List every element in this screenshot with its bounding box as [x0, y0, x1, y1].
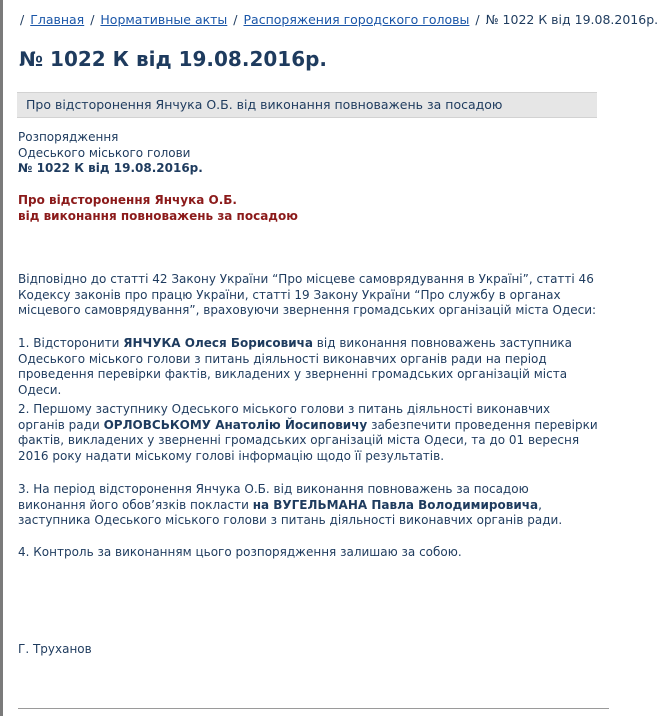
document-heading-line1: Про відсторонення Янчука О.Б.	[18, 193, 237, 207]
item-2-text: забезпечити проведення перевірки фактів, викладених у зверненні громадських організацій міста Одеси, та до 01 вересня 2016 року надати міському голові інформацію щодо її результатів.	[18, 417, 598, 463]
item-3-text: 3. На період відсторонення Янчука О.Б. від виконання повноважень за посадою виконання його обов’язків покласти	[18, 482, 529, 512]
breadcrumb-link-normative-acts[interactable]: Нормативные акты	[100, 12, 228, 27]
breadcrumb-separator: /	[90, 12, 95, 27]
subject-bar	[17, 92, 597, 118]
left-border	[0, 0, 3, 716]
breadcrumb-link-mayor-orders[interactable]: Распоряжения городского головы	[243, 12, 470, 27]
bottom-divider	[18, 708, 609, 709]
item-1-name: ЯНЧУКА Олеся Борисовича	[123, 336, 313, 350]
item-1-text: від виконання повноважень заступника Одеського міського голови з питань діяльності виконавчих органів ради на період проведення перевірки фактів, викладених у зверненні громадських організацій міста Одеси.	[18, 336, 573, 397]
document-type-block	[18, 130, 600, 177]
document-number: № 1022 К від 19.08.2016р.	[18, 161, 203, 176]
item-2-text: 2. Першому заступнику Одеського міського голови з питань діяльності виконавчих органів ради	[18, 402, 551, 432]
signature: Г. Труханов	[18, 642, 92, 656]
breadcrumb-separator: /	[475, 12, 480, 27]
item-1-text: 1. Відсторонити	[18, 336, 124, 350]
item-3-paragraph	[18, 482, 600, 529]
breadcrumb-link-home[interactable]: Главная	[30, 12, 85, 27]
breadcrumb-current: № 1022 К від 19.08.2016р.	[485, 12, 658, 27]
document-heading	[18, 193, 600, 224]
item-3-name: на ВУГЕЛЬМАНА Павла Володимировича	[252, 497, 539, 512]
page-title: № 1022 К від 19.08.2016р.	[19, 47, 328, 71]
breadcrumb	[18, 12, 658, 27]
item-1-paragraph	[18, 336, 600, 398]
item-4-paragraph: 4. Контроль за виконанням цього розпорядження залишаю за собою.	[18, 545, 462, 559]
document-type: Розпорядження	[18, 130, 119, 144]
item-2-paragraph	[18, 402, 600, 464]
subject-text: Про відсторонення Янчука О.Б. від виконання повноважень за посадою	[26, 97, 503, 112]
preamble-paragraph: Відповідно до статті 42 Закону України “Про місцеве самоврядування в Україні”, статті 46 Кодексу законів про працю України, статті 19 Закону України “Про службу в органах місцевого самоврядування”, враховуючи звернення громадських організацій міста Одеси:	[18, 272, 597, 317]
breadcrumb-separator: /	[233, 12, 238, 27]
document-heading-line2: від виконання повноважень за посадою	[18, 208, 298, 223]
document-issuer: Одеського міського голови	[18, 145, 191, 160]
breadcrumb-separator: /	[20, 12, 25, 27]
item-3-text: , заступника Одеського міського голови з питань діяльності виконавчих органів ради.	[18, 497, 563, 527]
item-2-name: ОРЛОВСЬКОМУ Анатолію Йосиповичу	[103, 417, 368, 432]
